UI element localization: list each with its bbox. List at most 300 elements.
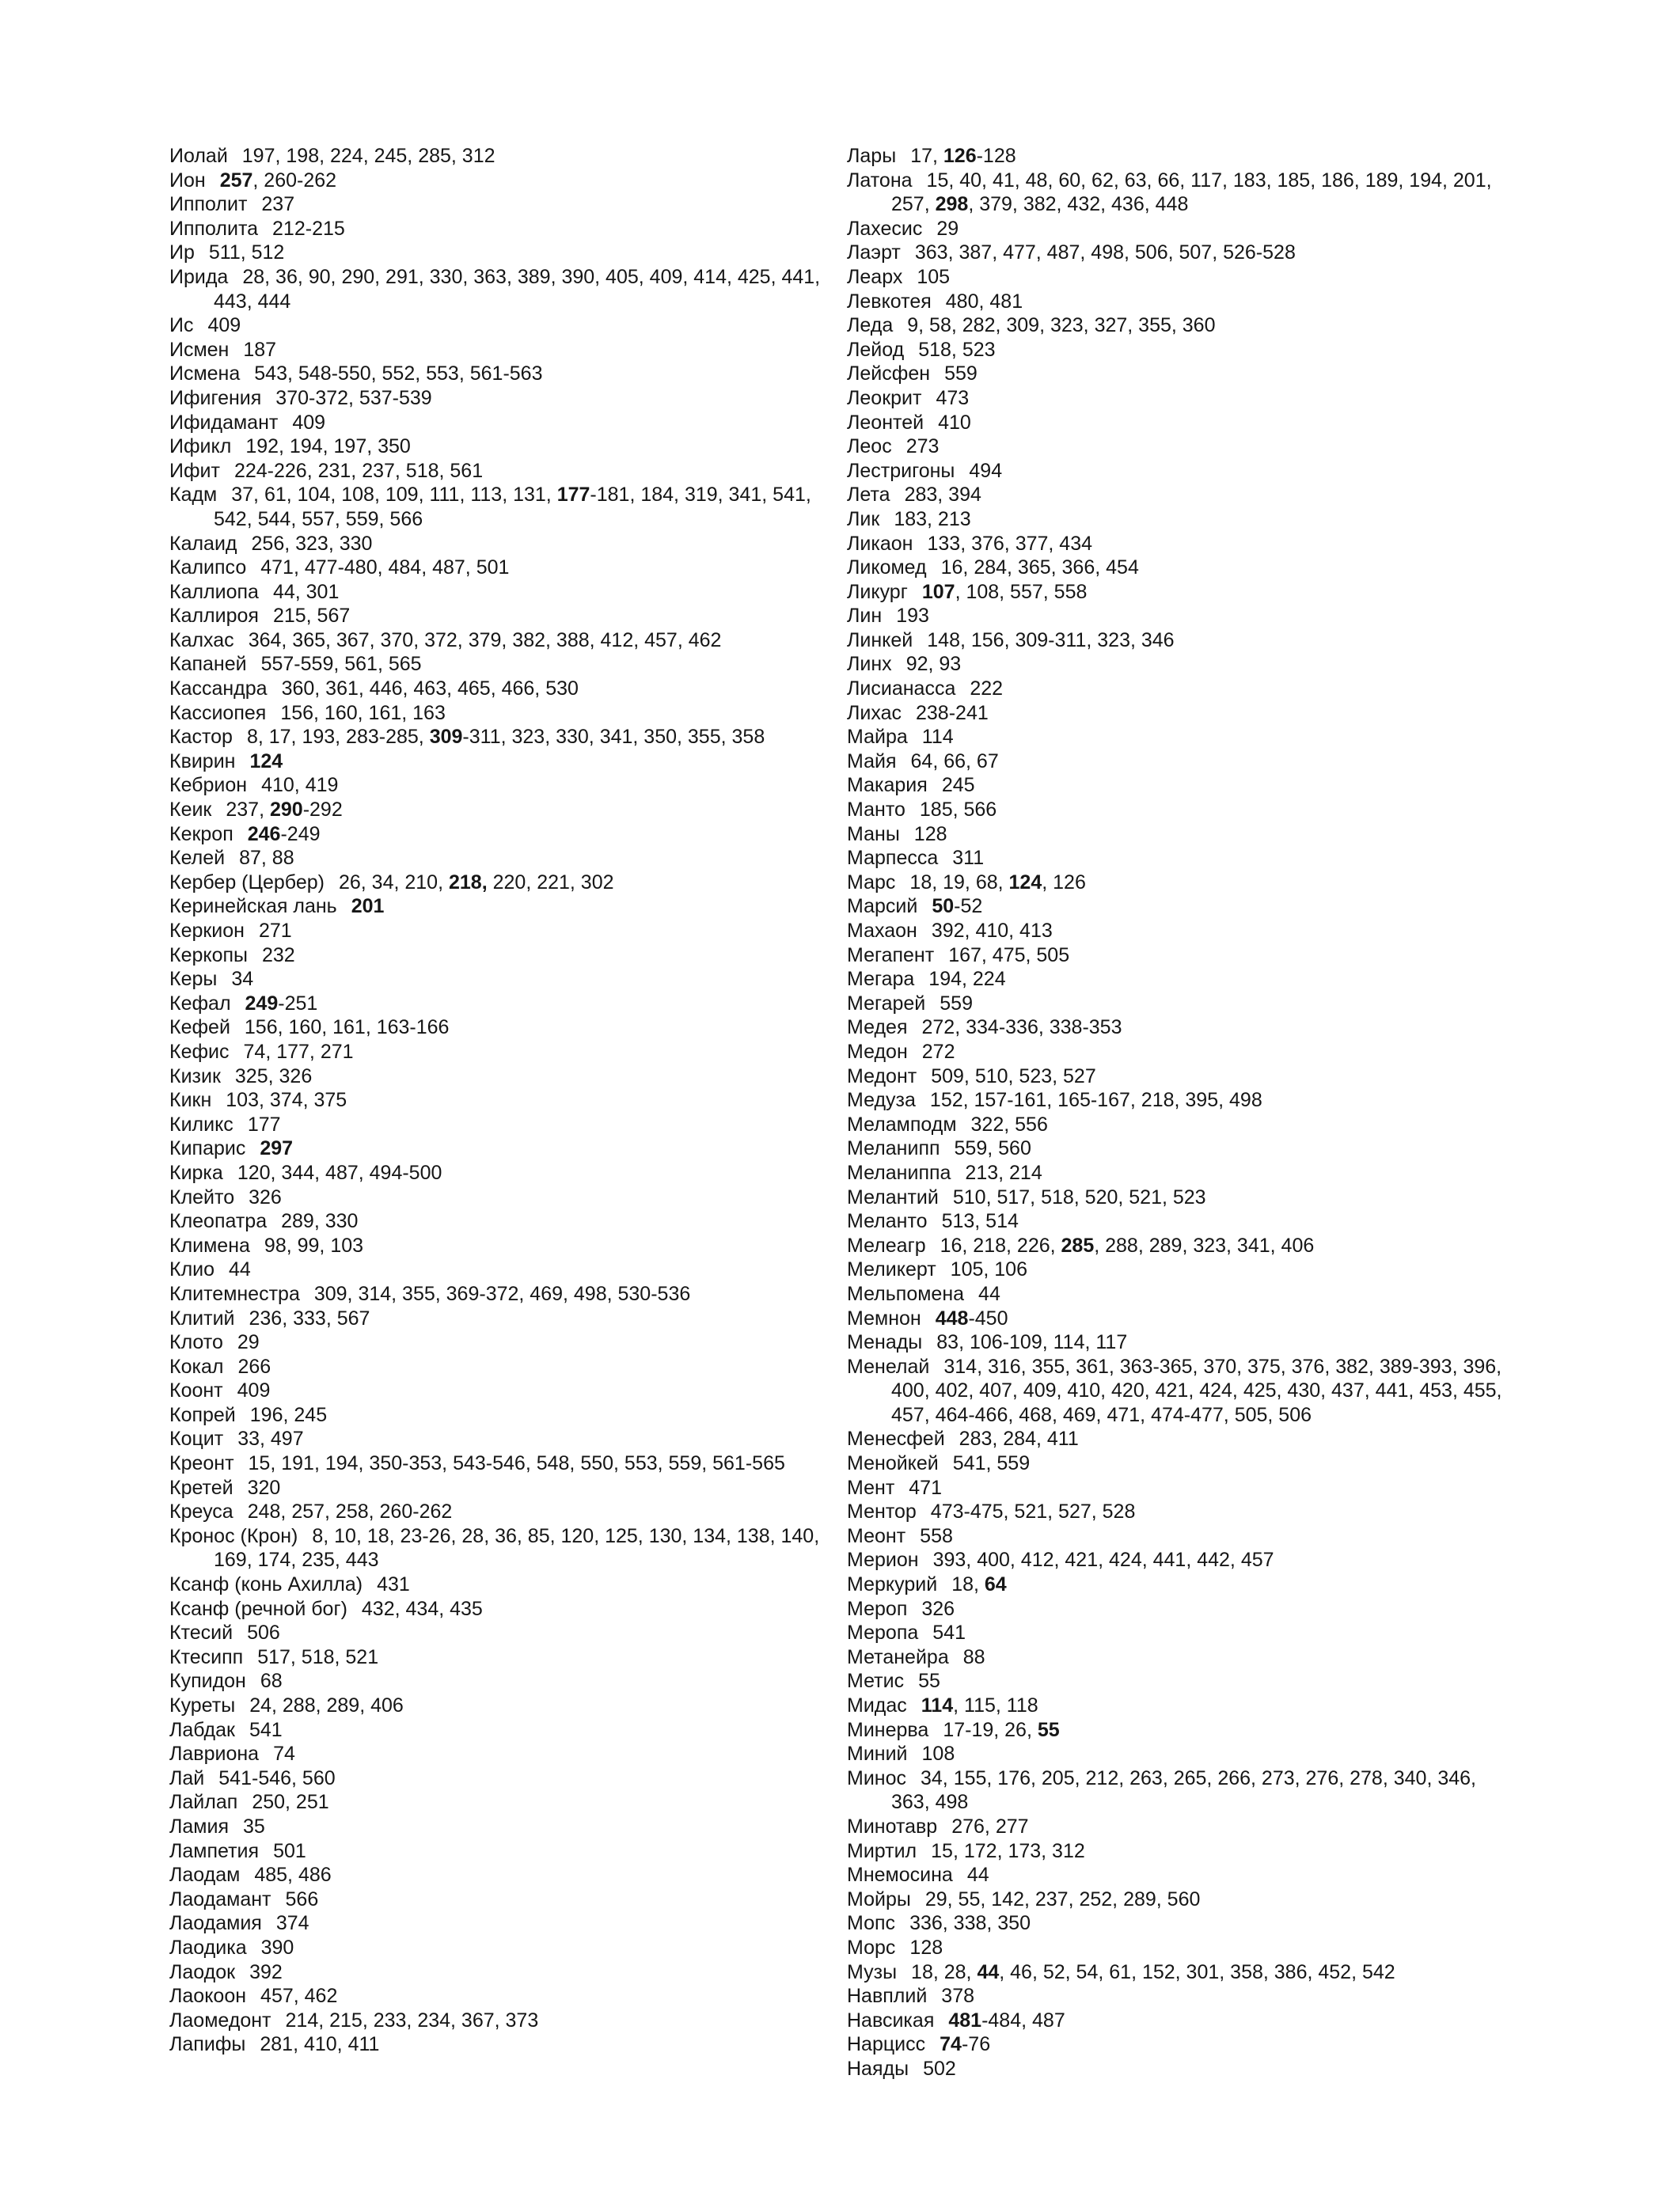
index-entry-name: Кербер (Цербер) bbox=[169, 871, 325, 894]
page-numbers: 194, 224 bbox=[928, 968, 1006, 991]
page-numbers: -311, 323, 330, 341, 350, 355, 358 bbox=[462, 726, 765, 749]
page-numbers: 314, 316, 355, 361, 363-365, 370, 375, 376, 382, 389-393, 396, 400, 402, 407, 409, 410, 420, 421, 424, 425, 430, 437, 441, 453, 455, 457, 464-466, 468, 469, 471, 474-477, 505, 506 bbox=[891, 1355, 1502, 1426]
index-entry-pages bbox=[260, 1985, 337, 2007]
index-entry-name: Леонтей bbox=[847, 411, 924, 434]
page-numbers: 222 bbox=[970, 677, 1004, 700]
index-entry-name: Копрей bbox=[169, 1403, 236, 1426]
page-numbers: 236, 333, 567 bbox=[249, 1307, 370, 1330]
index-entry-pages bbox=[909, 1912, 1031, 1934]
index-entry-name: Келей bbox=[169, 847, 226, 870]
index-entry-pages bbox=[936, 387, 969, 409]
page-numbers: 494 bbox=[969, 459, 1003, 482]
index-entry-name: Ифидамант bbox=[169, 411, 279, 434]
index-entry-name: Ликомед bbox=[847, 556, 927, 579]
index-entry-name: Макария bbox=[847, 774, 928, 797]
page-numbers: 35 bbox=[243, 1815, 265, 1838]
page-numbers: 392 bbox=[249, 1960, 283, 1983]
index-entry-name: Лихас bbox=[847, 701, 902, 724]
index-entry bbox=[847, 1694, 1512, 1718]
index-entry bbox=[169, 1209, 834, 1234]
page-numbers: 15, 172, 173, 312 bbox=[931, 1839, 1085, 1862]
index-entry bbox=[847, 1476, 1512, 1501]
index-entry-pages bbox=[226, 1089, 347, 1111]
page-numbers: 559, 560 bbox=[954, 1137, 1031, 1160]
index-entry bbox=[169, 1015, 834, 1040]
index-entry bbox=[847, 1597, 1512, 1622]
main-page-number: 50 bbox=[932, 895, 955, 918]
page-numbers: 128 bbox=[913, 822, 947, 845]
index-entry bbox=[847, 290, 1512, 314]
index-entry-name: Наяды bbox=[847, 2057, 909, 2080]
index-entry-name: Керкион bbox=[169, 920, 245, 942]
page-numbers: 326 bbox=[921, 1597, 955, 1620]
page-numbers: 128 bbox=[909, 1936, 943, 1959]
index-entry-pages bbox=[218, 1767, 335, 1789]
index-entry-pages bbox=[249, 1307, 370, 1330]
index-entry-name: Креуса bbox=[169, 1501, 233, 1523]
index-column-left bbox=[169, 144, 834, 2057]
index-entry-name: Лаомедонт bbox=[169, 2009, 271, 2032]
index-entry-name: Марпесса bbox=[847, 847, 939, 870]
index-entry-pages bbox=[944, 362, 978, 385]
page-numbers: 88 bbox=[962, 1645, 985, 1668]
index-entry-pages bbox=[244, 1041, 354, 1063]
index-entry-name: Лаодамант bbox=[169, 1888, 271, 1910]
index-entry-pages bbox=[237, 1428, 303, 1450]
index-entry bbox=[169, 1451, 834, 1476]
index-entry-pages bbox=[261, 653, 422, 675]
index-entry-name: Музы bbox=[847, 1960, 898, 1983]
index-entry-pages bbox=[932, 920, 1053, 942]
index-entry-name: Лапифы bbox=[169, 2033, 246, 2056]
page-numbers: 272 bbox=[921, 1040, 955, 1063]
page-numbers: 431 bbox=[377, 1573, 410, 1596]
index-entry-name: Ипполит bbox=[169, 193, 248, 216]
index-entry-pages bbox=[264, 1235, 363, 1257]
index-entry-name: Леос bbox=[847, 435, 892, 458]
page-numbers: 557-559, 561, 565 bbox=[260, 653, 422, 676]
index-entry-pages bbox=[931, 1065, 1096, 1087]
page-numbers: 44 bbox=[978, 1282, 1000, 1305]
page-numbers: 410 bbox=[938, 411, 971, 434]
index-entry-name: Медон bbox=[847, 1040, 908, 1063]
main-page-number: 297 bbox=[260, 1137, 294, 1160]
index-entry-pages bbox=[247, 1622, 280, 1644]
index-entry-name: Левкотея bbox=[847, 290, 932, 313]
index-entry-name: Кадм bbox=[169, 484, 218, 507]
index-entry-name: Нарцисс bbox=[847, 2033, 926, 2056]
index-entry-pages bbox=[248, 823, 321, 845]
index-entry-pages bbox=[951, 1816, 1028, 1838]
index-entry-pages bbox=[938, 412, 971, 434]
page-numbers: 370-372, 537-539 bbox=[275, 386, 432, 409]
page-numbers: 64, 66, 67 bbox=[910, 749, 999, 772]
page-numbers: -249 bbox=[280, 822, 321, 845]
page-numbers: 336, 338, 350 bbox=[909, 1912, 1031, 1935]
index-entry-name: Марс bbox=[847, 871, 896, 894]
index-entry-pages bbox=[928, 968, 1005, 990]
index-entry-name: Кастор bbox=[169, 726, 233, 749]
index-entry-name: Ифит bbox=[169, 459, 220, 482]
index-entry bbox=[847, 169, 1512, 217]
index-entry-name: Лаодок bbox=[169, 1960, 236, 1983]
index-entry bbox=[169, 580, 834, 605]
index-entry-pages bbox=[920, 1525, 953, 1547]
index-entry-pages bbox=[942, 774, 975, 796]
page-numbers: , 288, 289, 323, 341, 406 bbox=[1094, 1234, 1315, 1257]
main-page-number: 249 bbox=[245, 992, 279, 1015]
index-entry-pages bbox=[261, 774, 338, 796]
index-entry-pages bbox=[231, 968, 253, 990]
index-entry bbox=[169, 677, 834, 701]
index-entry-pages bbox=[909, 1477, 942, 1499]
index-entry bbox=[169, 1113, 834, 1137]
index-entry bbox=[169, 1186, 834, 1210]
main-page-number: 107 bbox=[921, 580, 955, 603]
index-entry-name: Минерва bbox=[847, 1718, 929, 1741]
index-entry bbox=[847, 1645, 1512, 1670]
page-numbers: 16, 218, 226, bbox=[940, 1234, 1061, 1257]
index-entry-pages bbox=[963, 1646, 985, 1668]
page-numbers: 156, 160, 161, 163-166 bbox=[244, 1016, 450, 1039]
index-entry-name: Мероп bbox=[847, 1597, 908, 1620]
index-entry-name: Лай bbox=[169, 1766, 205, 1789]
index-entry bbox=[169, 313, 834, 338]
index-entry-name: Майя bbox=[847, 749, 897, 772]
index-entry-name: Иолай bbox=[169, 145, 228, 167]
page-numbers: 518, 523 bbox=[918, 338, 996, 361]
index-entry-pages bbox=[932, 895, 982, 917]
page-numbers: 289, 330 bbox=[281, 1210, 359, 1233]
index-entry-pages bbox=[940, 1235, 1315, 1257]
page-numbers: 105 bbox=[917, 265, 951, 288]
page-numbers: 156, 160, 161, 163 bbox=[280, 701, 446, 724]
index-entry-pages bbox=[377, 1573, 410, 1595]
index-entry-name: Лаокоон bbox=[169, 1985, 247, 2008]
index-entry bbox=[169, 217, 834, 241]
index-entry bbox=[847, 919, 1512, 943]
index-entry-name: Клеопатра bbox=[169, 1210, 268, 1233]
index-entry-pages bbox=[906, 435, 940, 457]
page-numbers: 18, bbox=[951, 1573, 985, 1596]
page-numbers: , 260-262 bbox=[252, 169, 337, 192]
index-entry bbox=[169, 144, 834, 169]
page-numbers: 510, 517, 518, 520, 521, 523 bbox=[952, 1186, 1206, 1208]
index-entry-pages bbox=[936, 1331, 1127, 1353]
index-entry-name: Калипсо bbox=[169, 556, 247, 579]
page-numbers: 34, 155, 176, 205, 212, 263, 265, 266, 273, 276, 278, 340, 346, 363, 498 bbox=[891, 1766, 1476, 1814]
index-entry bbox=[847, 749, 1512, 774]
index-entry-pages bbox=[965, 1162, 1042, 1184]
index-entry bbox=[847, 1984, 1512, 2009]
index-entry-pages bbox=[936, 1307, 1008, 1330]
index-entry-name: Майра bbox=[847, 726, 908, 749]
index-entry bbox=[169, 1597, 834, 1622]
index-entry-pages bbox=[948, 944, 1069, 966]
index-entry-name: Мнемосина bbox=[847, 1864, 953, 1887]
page-numbers: 506 bbox=[247, 1622, 280, 1645]
page-numbers: 390 bbox=[260, 1936, 294, 1959]
index-entry-name: Медуза bbox=[847, 1089, 916, 1112]
page-numbers: 309, 314, 355, 369-372, 469, 498, 530-536 bbox=[313, 1282, 691, 1305]
index-entry bbox=[169, 1064, 834, 1089]
main-page-number: 285 bbox=[1061, 1234, 1095, 1257]
index-entry bbox=[847, 338, 1512, 362]
main-page-number: 201 bbox=[351, 895, 385, 918]
page-numbers: 120, 344, 487, 494-500 bbox=[237, 1161, 442, 1184]
index-entry-pages bbox=[933, 1549, 1274, 1571]
index-entry bbox=[847, 1742, 1512, 1766]
index-entry-name: Квирин bbox=[169, 749, 236, 772]
index-entry bbox=[847, 1669, 1512, 1694]
index-entry bbox=[169, 967, 834, 992]
index-entry-pages bbox=[922, 726, 954, 748]
index-entry-pages bbox=[248, 1477, 281, 1499]
index-entry bbox=[847, 1815, 1512, 1839]
page-numbers: 471 bbox=[909, 1476, 942, 1499]
main-page-number: 309 bbox=[429, 726, 463, 749]
index-entry-name: Ион bbox=[169, 169, 206, 192]
page-numbers: 266 bbox=[237, 1355, 271, 1378]
page-numbers: 212-215 bbox=[272, 217, 345, 240]
page-numbers: 16, 284, 365, 366, 454 bbox=[940, 556, 1139, 579]
index-entry-pages bbox=[941, 556, 1139, 579]
index-entry bbox=[169, 1403, 834, 1428]
index-entry-name: Лахесис bbox=[847, 217, 923, 240]
index-entry bbox=[169, 1815, 834, 1839]
index-entry-pages bbox=[275, 387, 431, 409]
index-entry bbox=[847, 992, 1512, 1016]
index-entry-pages bbox=[909, 1937, 943, 1959]
index-entry-pages bbox=[242, 145, 495, 167]
index-entry bbox=[847, 1040, 1512, 1064]
page-numbers: 133, 376, 377, 434 bbox=[927, 532, 1093, 555]
index-entry-pages bbox=[249, 1694, 404, 1717]
index-entry-name: Лампетия bbox=[169, 1839, 260, 1862]
page-numbers: 410, 419 bbox=[261, 774, 339, 797]
index-entry-pages bbox=[896, 605, 929, 627]
page-numbers: 220, 221, 302 bbox=[487, 871, 614, 894]
index-entry-name: Лаодам bbox=[169, 1864, 241, 1887]
index-entry-name: Мегара bbox=[847, 968, 915, 991]
index-entry-name: Лета bbox=[847, 484, 890, 507]
index-entry bbox=[169, 1427, 834, 1451]
index-entry-name: Клитемнестра bbox=[169, 1282, 300, 1305]
index-entry-name: Ификл bbox=[169, 435, 232, 458]
index-entry-pages bbox=[971, 1114, 1048, 1136]
page-numbers: 432, 434, 435 bbox=[361, 1597, 483, 1620]
index-entry bbox=[169, 1136, 834, 1161]
index-entry bbox=[847, 1186, 1512, 1210]
index-entry bbox=[847, 1863, 1512, 1888]
page-numbers: 9, 58, 282, 309, 323, 327, 355, 360 bbox=[907, 314, 1216, 337]
index-entry-pages bbox=[229, 1258, 251, 1281]
index-entry bbox=[169, 822, 834, 847]
page-numbers: -450 bbox=[968, 1307, 1008, 1330]
index-entry-name: Капаней bbox=[169, 653, 247, 676]
index-entry-pages bbox=[252, 1791, 328, 1813]
page-numbers: 44, 301 bbox=[272, 580, 340, 603]
index-entry bbox=[169, 894, 834, 919]
index-entry-pages bbox=[209, 241, 284, 264]
index-entry-name: Меламподм bbox=[847, 1113, 957, 1136]
index-entry-name: Ктесий bbox=[169, 1622, 233, 1645]
page-numbers: 485, 486 bbox=[254, 1864, 332, 1887]
index-entry bbox=[169, 362, 834, 386]
page-numbers: 196, 245 bbox=[249, 1403, 328, 1426]
page-numbers: 566 bbox=[285, 1888, 319, 1910]
index-entry-name: Леарх bbox=[847, 265, 903, 288]
index-entry bbox=[169, 1718, 834, 1743]
index-entry-pages bbox=[952, 847, 984, 869]
index-entry-pages bbox=[923, 2058, 956, 2080]
index-entry bbox=[847, 313, 1512, 338]
index-entry-name: Миртил bbox=[847, 1839, 917, 1862]
page-numbers: 480, 481 bbox=[945, 290, 1023, 313]
page-numbers: -52 bbox=[954, 895, 983, 918]
index-entry-name: Ипполита bbox=[169, 217, 259, 240]
index-entry bbox=[169, 943, 834, 968]
index-entry-name: Ламия bbox=[169, 1815, 229, 1838]
page-numbers: 34 bbox=[231, 968, 254, 991]
page-numbers: -292 bbox=[302, 799, 343, 821]
index-entry-name: Лаодика bbox=[169, 1936, 247, 1959]
page-numbers: 103, 374, 375 bbox=[226, 1089, 347, 1112]
index-entry-name: Мелантий bbox=[847, 1186, 939, 1208]
index-entry bbox=[169, 1161, 834, 1186]
index-entry-name: Лабдак bbox=[169, 1718, 235, 1741]
index-entry-pages bbox=[259, 920, 292, 942]
page-numbers: 248, 257, 258, 260-262 bbox=[247, 1501, 453, 1523]
index-entry-name: Лин bbox=[847, 605, 883, 628]
index-entry-pages bbox=[911, 1961, 1395, 1983]
index-entry-name: Кирка bbox=[169, 1161, 223, 1184]
index-entry-pages bbox=[237, 1331, 260, 1353]
page-numbers: 17-19, 26, bbox=[943, 1718, 1038, 1741]
index-entry bbox=[169, 338, 834, 362]
index-entry-name: Кеик bbox=[169, 799, 212, 821]
index-entry bbox=[847, 1427, 1512, 1451]
index-entry bbox=[847, 1064, 1512, 1089]
index-entry bbox=[169, 556, 834, 580]
page-numbers: 187 bbox=[243, 338, 277, 361]
index-entry-pages bbox=[245, 1016, 450, 1038]
page-numbers: 325, 326 bbox=[234, 1064, 313, 1087]
index-entry-pages bbox=[915, 241, 1296, 264]
index-entry-name: Маны bbox=[847, 822, 900, 845]
index-entry bbox=[169, 1234, 834, 1258]
index-entry-pages bbox=[248, 1114, 281, 1136]
page-numbers: 215, 567 bbox=[272, 605, 351, 628]
index-entry-pages bbox=[254, 1864, 331, 1886]
index-entry-pages bbox=[943, 1719, 1059, 1741]
page-numbers: 44 bbox=[229, 1258, 251, 1281]
index-entry bbox=[169, 1040, 834, 1064]
index-entry bbox=[169, 1839, 834, 1864]
page-numbers: 363, 387, 477, 487, 498, 506, 507, 526-528 bbox=[914, 241, 1296, 264]
index-entry-pages bbox=[260, 556, 509, 579]
index-entry bbox=[847, 411, 1512, 435]
index-entry-name: Метис bbox=[847, 1670, 905, 1693]
index-entry-name: Навплий bbox=[847, 1985, 928, 2008]
index-entry bbox=[169, 532, 834, 556]
page-numbers: 224-226, 231, 237, 518, 561 bbox=[233, 459, 484, 482]
page-numbers: 74 bbox=[273, 1743, 295, 1766]
index-entry-pages bbox=[951, 1573, 1007, 1595]
index-entry-name: Клото bbox=[169, 1331, 223, 1354]
index-entry-pages bbox=[922, 581, 1088, 603]
page-numbers: 256, 323, 330 bbox=[251, 532, 373, 555]
index-entry-pages bbox=[243, 339, 276, 361]
index-entry bbox=[847, 894, 1512, 919]
index-entry bbox=[847, 556, 1512, 580]
index-entry bbox=[847, 2057, 1512, 2081]
index-entry-name: Меликерт bbox=[847, 1258, 936, 1281]
index-entry-name: Кефей bbox=[169, 1016, 230, 1039]
index-entry bbox=[169, 1984, 834, 2009]
page-numbers: 541, 559 bbox=[952, 1452, 1031, 1475]
index-entry-name: Кефал bbox=[169, 992, 231, 1015]
index-entry-pages bbox=[891, 1356, 1502, 1426]
index-entry-pages bbox=[237, 1379, 271, 1402]
page-numbers: 473 bbox=[936, 386, 970, 409]
page-numbers: 17, bbox=[910, 145, 943, 167]
main-page-number: 74 bbox=[940, 2033, 962, 2056]
index-entry-pages bbox=[906, 653, 962, 675]
index-entry bbox=[169, 1307, 834, 1331]
index-entry-name: Ксанф (речной бог) bbox=[169, 1597, 347, 1620]
index-entry bbox=[169, 1790, 834, 1815]
index-entry-name: Кассиопея bbox=[169, 701, 267, 724]
index-entry bbox=[847, 701, 1512, 726]
page-numbers: 473-475, 521, 527, 528 bbox=[930, 1501, 1136, 1523]
index-entry-name: Керинейская лань bbox=[169, 895, 337, 918]
index-entry-name: Мегапент bbox=[847, 943, 935, 966]
index-entry bbox=[847, 1718, 1512, 1743]
index-entry-name: Лик bbox=[847, 507, 880, 530]
index-entry-pages bbox=[946, 290, 1023, 313]
index-entry-name: Керкопы bbox=[169, 943, 248, 966]
index-entry-name: Лейсфен bbox=[847, 362, 931, 385]
index-entry bbox=[169, 1088, 834, 1113]
index-entry-name: Ксанф (конь Ахилла) bbox=[169, 1573, 363, 1596]
index-entry-pages bbox=[245, 992, 318, 1015]
index-entry bbox=[847, 1209, 1512, 1234]
index-entry-name: Клио bbox=[169, 1258, 215, 1281]
page-numbers: 44 bbox=[966, 1864, 989, 1887]
index-entry-name: Лейод bbox=[847, 338, 905, 361]
index-entry bbox=[169, 2032, 834, 2057]
index-entry bbox=[847, 1500, 1512, 1524]
index-entry-pages bbox=[891, 1767, 1476, 1814]
index-entry-pages bbox=[940, 992, 973, 1015]
page-numbers: 33, 497 bbox=[237, 1428, 304, 1451]
index-entry-pages bbox=[936, 218, 959, 240]
index-entry-pages bbox=[220, 169, 336, 192]
page-numbers: 98, 99, 103 bbox=[264, 1234, 364, 1257]
index-entry bbox=[169, 773, 834, 798]
page-numbers: 276, 277 bbox=[951, 1815, 1029, 1838]
main-page-number: 298 bbox=[935, 193, 969, 216]
main-page-number: 126 bbox=[943, 145, 977, 167]
index-entry bbox=[169, 483, 834, 531]
index-entry-name: Латона bbox=[847, 169, 913, 192]
index-entry-name: Ирида bbox=[169, 265, 229, 288]
index-entry bbox=[169, 1863, 834, 1888]
index-entry bbox=[169, 1960, 834, 1985]
index-entry bbox=[847, 1113, 1512, 1137]
index-entry-pages bbox=[351, 895, 385, 917]
